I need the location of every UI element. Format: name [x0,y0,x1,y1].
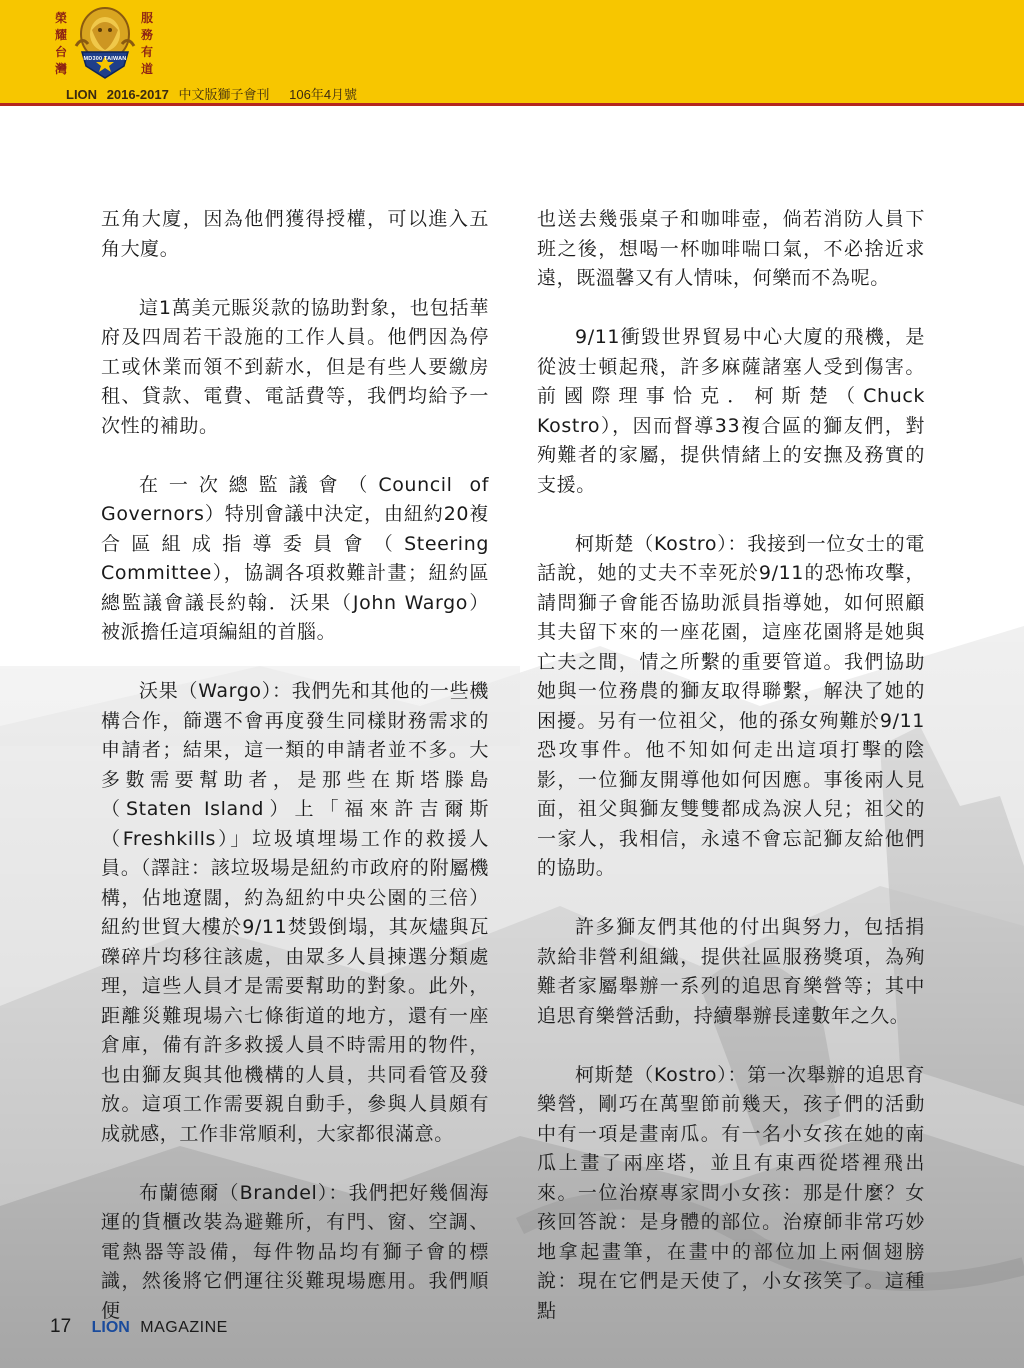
lion-emblem-icon [72,6,138,84]
crest-right-motto [140,10,154,78]
paragraph: 許多獅友們其他的付出與努力，包括捐款給非營利組織，提供社區服務獎項，為殉難者家屬舉辦一系列的追思育樂營等；其中追思育樂營活動，持續舉辦長達數年之久。 [537,916,925,1027]
paragraph: 布蘭德爾（Brandel）：我們把好幾個海運的貨櫃改裝為避難所，有門、窗、空調、電熱器等設備，每件物品均有獅子會的標識，然後將它們運往災難現場應用。我們順便 [101,1181,489,1322]
crest-char: 道 [140,62,153,76]
magazine-name: LION [66,87,98,102]
issue-line [66,84,363,103]
footer-lion: LION [91,1319,130,1336]
crest-char: 耀 [54,28,67,42]
crest [54,6,164,86]
crest-char: 務 [140,28,153,42]
paragraph: 沃果（Wargo）：我們先和其他的一些機構合作，篩選不會再度發生同樣財務需求的申請者；結果，這一類的申請者並不多。大多數需要幫助者，是那些在斯塔滕島（Staten Island）上「福來許吉爾斯（Freshkills）」垃圾填埋場工作的救援人員。（譯註：該垃圾場是紐約市政府的附屬機構，佔地遼闊，約為紐約中央公園的三倍）紐約世貿大樓於9/11焚毀倒塌，其灰燼與瓦礫碎片均移往該處，由眾多人員揀選分類處理，這些人員才是需要幫助的對象。此外，距離災難現場六七條街道的地方，還有一座倉庫，備有許多救援人員不時需用的物件，也由獅友與其他機構的人員，共同看管及發放。這項工作需要親自動手，參與人員頗有成就感，工作非常順利，大家都很滿意。 [101,680,489,1145]
paragraph: 柯斯楚（Kostro）：第一次舉辦的追思育樂營，剛巧在萬聖節前幾天，孩子們的活動中有一項是畫南瓜。有一名小女孩在她的南瓜上畫了兩座塔，並且有東西從塔裡飛出來。一位治療專家問小女孩：那是什麼？女孩回答說：是身體的部位。治療師非常巧妙地拿起畫筆，在畫中的部位加上兩個翅膀說：現在它們是天使了，小女孩笑了。這種點 [537,1063,925,1322]
paragraph: 9/11衝毀世界貿易中心大廈的飛機，是從波士頓起飛，許多麻薩諸塞人受到傷害。前國際理事恰克．柯斯楚（Chuck Kostro），因而督導33複合區的獅友們，對殉難者的家屬，提供情緒上的安撫及務實的支援。 [537,326,925,496]
paragraph: 也送去幾張桌子和咖啡壺，倘若消防人員下班之後，想喝一杯咖啡喘口氣，不必捨近求遠，既溫馨又有人情味，何樂而不為呢。 [537,208,925,289]
crest-char: 台 [54,45,67,59]
crest-char: 灣 [54,62,67,76]
page-footer [50,1316,228,1338]
issue-date: 106年4月號 [289,87,358,102]
crest-char: 榮 [54,11,67,25]
magazine-years: 2016-2017 [106,87,169,102]
paragraph: 柯斯楚（Kostro）：我接到一位女士的電話說，她的丈夫不幸死於9/11的恐怖攻擊，請問獅子會能否協助派員指導她，如何照顧其夫留下來的一座花園，這座花園將是她與亡夫之間，情之所繫的重要管道。我們協助她與一位務農的獅友取得聯繫，解決了她的困擾。另有一位祖父，他的孫女殉難於9/11恐攻事件。他不知如何走出這項打擊的陰影，一位獅友開導他如何因應。事後兩人見面，祖父與獅友雙雙都成為淚人兒；祖父的一家人，我相信，永遠不會忘記獅友給他們的協助。 [537,532,925,879]
paragraph: 這1萬美元賑災款的協助對象，也包括華府及四周若干設施的工作人員。他們因為停工或休業而領不到薪水，但是有些人要繳房租、貸款、電費、電話費等，我們均給予一次性的補助。 [101,296,489,437]
emblem-caption: MD300 TAIWAN [83,56,127,62]
header-band [0,0,1024,104]
footer-magazine: MAGAZINE [140,1319,228,1336]
crest-char: 有 [140,45,153,59]
crest-left-motto [54,10,68,78]
page-number: 17 [50,1316,72,1337]
paragraph: 在一次總監議會（Council of Governors）特別會議中決定，由紐約20複合區組成指導委員會（Steering Committee），協調各項救難計畫；紐約區總監議會議長約翰．沃果（John Wargo）被派擔任這項編組的首腦。 [101,473,489,643]
crest-char: 服 [140,11,153,25]
paragraph: 五角大廈，因為他們獲得授權，可以進入五角大廈。 [101,208,489,260]
article-column-right [537,205,925,1356]
article-column-left [101,205,489,1356]
magazine-edition: 中文版獅子會刊 [178,87,270,102]
